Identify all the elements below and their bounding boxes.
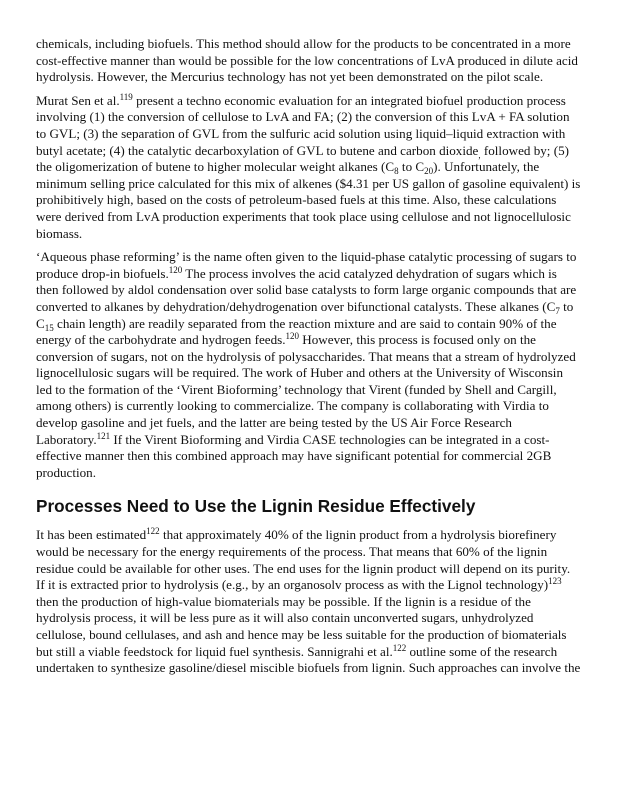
paragraph-text: It has been estimated [36, 527, 147, 543]
citation-ref: 122 [392, 642, 407, 653]
paragraph-text: If the Virent Bioforming and Virdia CASE technologies can be integrated in a cost-effective manner then this combined approach may have significant potential for commercial 2GB production. [36, 431, 552, 480]
paragraph-text: outline some of the research undertaken to synthesize gasoline/diesel miscible biofuels from lignin. Such approaches can involve the [36, 643, 581, 676]
section-heading: Processes Need to Use the Lignin Residue Effectively [36, 496, 476, 517]
citation-ref: 120 [285, 331, 300, 342]
paragraph-text: chain length) are readily separated from the reaction mixture and are said to contain 90% of the energy of the carbohydrate and hydrogen feeds. [36, 315, 557, 348]
paragraph-p4 [36, 527, 581, 676]
subscript: 15 [44, 322, 54, 333]
body-text-before-heading [36, 36, 581, 481]
paragraph-text: present a techno economic evaluation for an integrated biofuel production process involving (1) the conversion of cellulose to LvA and FA; (2) the conversion of this LvA + FA solution to GVL; (3) the separation of GVL from the sulfuric acid solution using liquid–liquid extraction with butyl acetate; (4) the catalytic decarboxylation of GVL to butene and carbon dioxide [36, 92, 570, 158]
paragraph-text: ). Unfortunately, the minimum selling price calculated for this mix of alkenes ($4.31 per US gallon of gasoline equivalent) is prohibitively high, based on the costs of petroleum-based fuels at this time. Also, these calculations were derived from LvA production experiments that took place using cellulose and not lignocellulosic biomass. [36, 159, 581, 241]
paragraph-text: Murat Sen et al. [36, 92, 120, 108]
paragraph-text: followed by; (5) the oligomerization of butene to higher molecular weight alkanes (C [36, 142, 569, 175]
paragraph-text: chemicals, including biofuels. This method should allow for the products to be concentrated in a more cost-effective manner than would be possible for the low concentrations of LvA produced in dilute acid hydrolysis. However, the Mercurius technology has not yet been demonstrated on the pilot scale. [36, 36, 578, 85]
subscript: 7 [555, 305, 560, 316]
paragraph-text: to C [398, 159, 425, 175]
paragraph-p2 [36, 93, 581, 242]
citation-ref: 121 [96, 430, 111, 441]
paragraph-text: to C [36, 298, 574, 331]
subscript: , [478, 149, 481, 160]
paragraph-text: that approximately 40% of the lignin product from a hydrolysis biorefinery would be necessary for the energy requirements of the process. That means that 60% of the lignin residue could be available for other uses. The end uses for the lignin product will depend on its purity. If it is extracted prior to hydrolysis (e.g., by an organosolv process as with the Lignol technology) [36, 527, 571, 593]
paragraph-text: The process involves the acid catalyzed dehydration of sugars which is then followed by aldol condensation over solid base catalysts to form large organic compounds that are converted to alkanes by dehydration/dehydrogenation over bifunctional catalysts. These alkanes (C [36, 265, 577, 314]
subscript: 8 [394, 166, 399, 177]
citation-ref: 122 [146, 526, 160, 537]
citation-ref: 119 [119, 91, 133, 102]
paragraph-p3 [36, 249, 581, 481]
document-page [36, 36, 581, 684]
subscript: 20 [424, 166, 434, 177]
citation-ref: 120 [168, 264, 183, 275]
body-text-after-heading [36, 527, 581, 676]
paragraph-text: then the production of high-value biomaterials may be possible. If the lignin is a residue of the hydrolysis process, it will be less pure as it will also contain unconverted sugars, unhydrolyzed cellulose, bound cellulases, and ash and hence may be less suitable for the production of biomaterials but still a viable feedstock for liquid fuel synthesis. Sannigrahi et al. [36, 593, 567, 659]
paragraph-text: ‘Aqueous phase reforming’ is the name often given to the liquid-phase catalytic processing of sugars to produce drop-in biofuels. [36, 249, 577, 281]
paragraph-text: However, this process is focused only on the conversion of sugars, not on the hydrolysis of polysaccharides. That means that a stream of hydrolyzed lignocellulosic sugars will be required. The work of Huber and others at the University of Wisconsin led to the formation of the ‘Virent Bioforming’ technology that Virent (funded by Shell and Cargill, among others) is currently looking to commercialize. The company is collaborating with Virdia to develop gasoline and jet fuels, and the latter are being tested by the US Air Force Research Laboratory. [36, 332, 576, 447]
paragraph-p1 [36, 36, 581, 86]
citation-ref: 123 [548, 576, 562, 587]
